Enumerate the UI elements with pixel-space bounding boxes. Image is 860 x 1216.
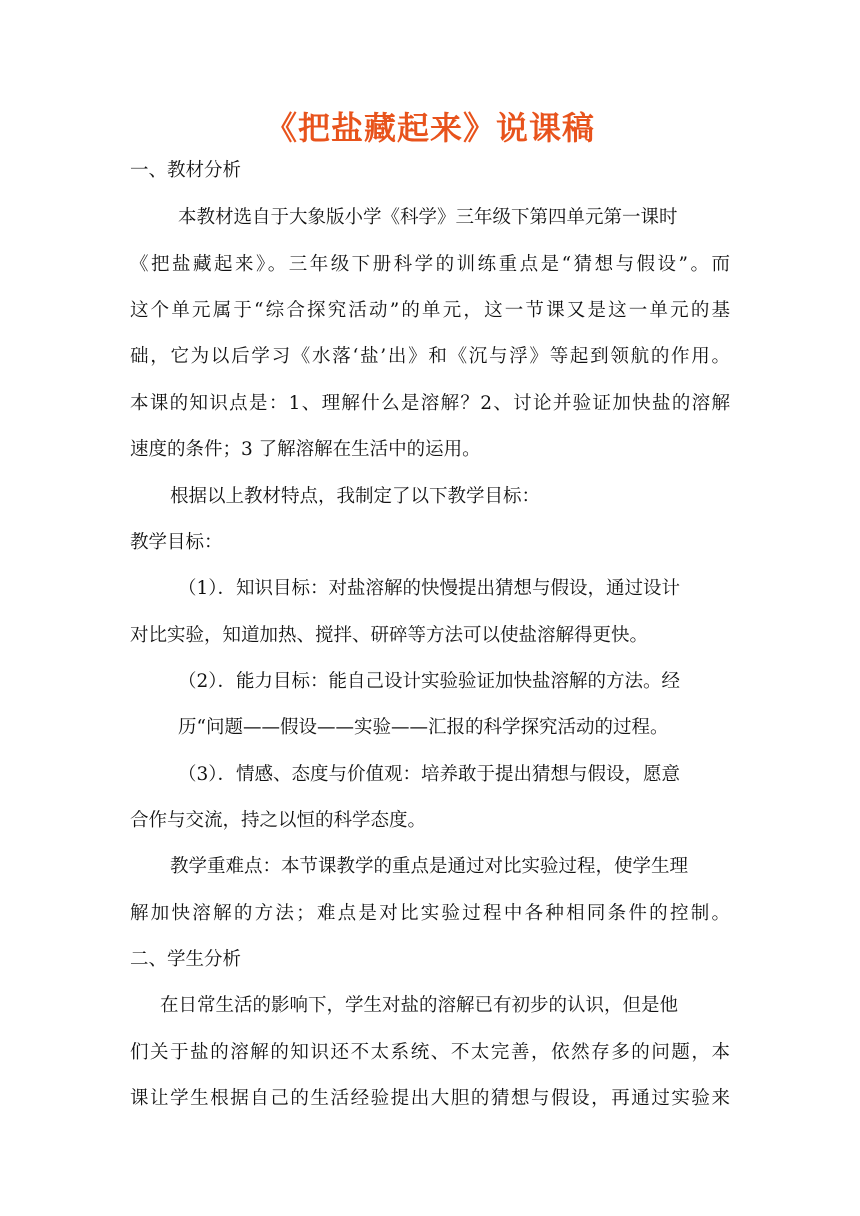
paragraph-line: 本教材选自于大象版小学《科学》三年级下第四单元第一课时 [178, 207, 678, 228]
section-heading-material-analysis: 一、教材分析 [130, 160, 242, 181]
paragraph-line: 课让学生根据自己的生活经验提出大胆的猜想与假设，再通过实验来 [130, 1088, 730, 1109]
paragraph-line: 《把盐藏起来》。三年级下册科学的训练重点是“猜想与假设”。而 [130, 254, 730, 275]
goals-heading: 教学目标： [130, 532, 223, 553]
goal-ability-continued: 历“问题——假设——实验——汇报的科学探究活动的过程。 [178, 717, 669, 738]
goal-knowledge: （1）．知识目标：对盐溶解的快慢提出猜想与假设，通过设计 [178, 578, 681, 599]
section-heading-student-analysis: 二、学生分析 [130, 949, 242, 970]
goal-ability: （2）．能力目标：能自己设计实验验证加快盐溶解的方法。经 [178, 671, 681, 692]
paragraph-line: 在日常生活的影响下，学生对盐的溶解已有初步的认识，但是他 [160, 995, 679, 1016]
paragraph-line: 根据以上教材特点，我制定了以下教学目标： [170, 486, 541, 507]
key-points-continued: 解加快溶解的方法；难点是对比实验过程中各种相同条件的控制。 [130, 903, 730, 924]
goal-attitude: （3）．情感、态度与价值观：培养敢于提出猜想与假设，愿意 [178, 764, 681, 785]
key-points: 教学重难点：本节课教学的重点是通过对比实验过程，使学生理 [170, 856, 689, 877]
paragraph-line: 础，它为以后学习《水落‘盐’出》和《沉与浮》等起到领航的作用。 [130, 346, 730, 367]
paragraph-line: 速度的条件；3 了解溶解在生活中的运用。 [130, 439, 481, 460]
goal-knowledge-continued: 对比实验，知道加热、搅拌、研碎等方法可以使盐溶解得更快。 [130, 625, 649, 646]
goal-attitude-continued: 合作与交流，持之以恒的科学态度。 [130, 810, 427, 831]
paragraph-line: 这个单元属于“综合探究活动”的单元，这一节课又是这一单元的基 [130, 300, 730, 321]
paragraph-line: 们关于盐的溶解的知识还不太系统、不太完善，依然存多的问题，本 [130, 1042, 730, 1063]
paragraph-line: 本课的知识点是：1、理解什么是溶解？2、讨论并验证加快盐的溶解 [130, 393, 730, 414]
document-title: 《把盐藏起来》说课稿 [264, 109, 595, 147]
